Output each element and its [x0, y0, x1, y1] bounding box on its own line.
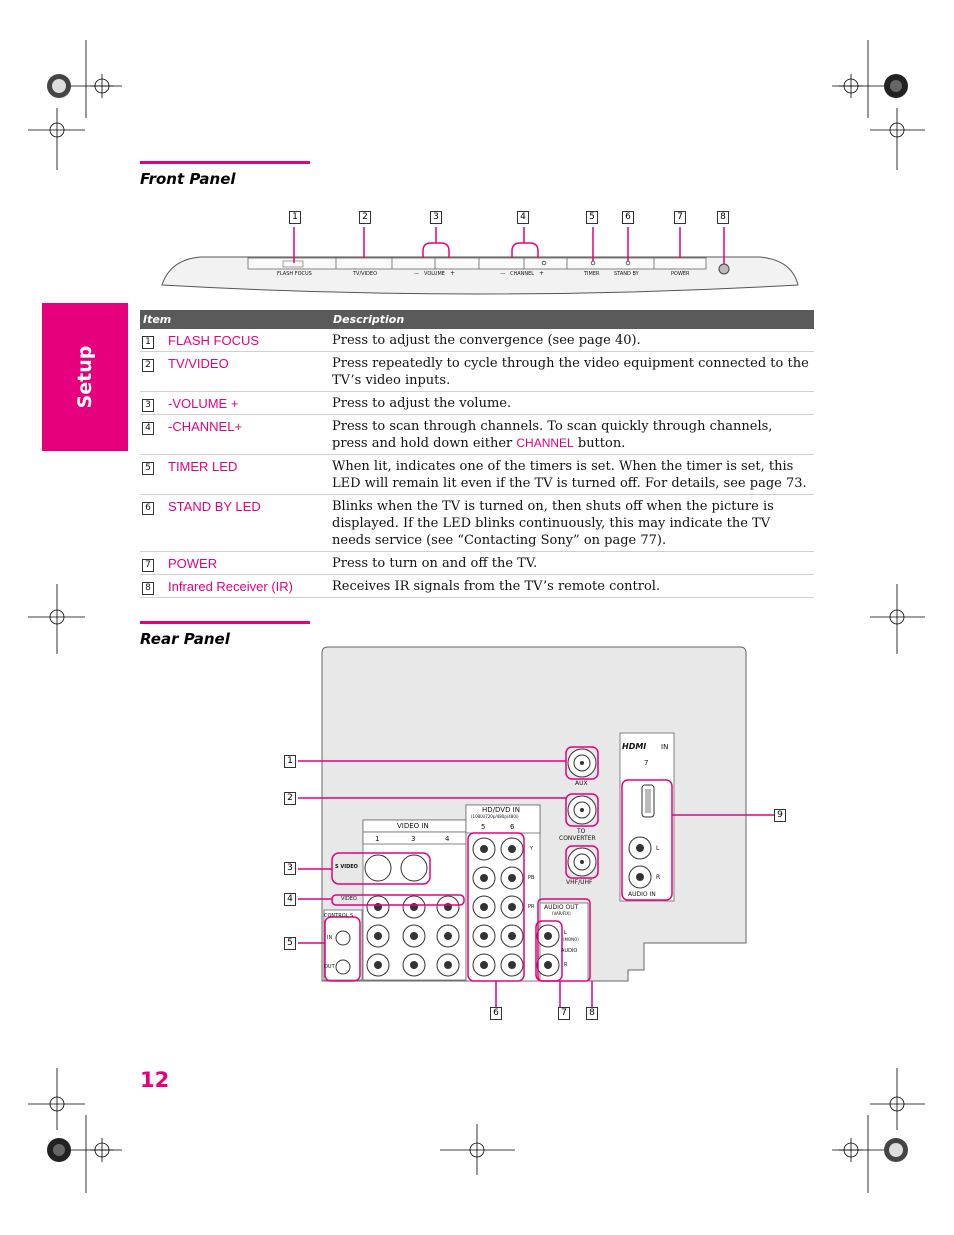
row-description: Press to adjust the volume.: [330, 392, 814, 415]
row-item-name: -CHANNEL+: [166, 415, 330, 455]
row-number: 6: [142, 502, 154, 515]
rear-panel-diagram: [270, 645, 810, 1025]
row-description: [330, 415, 814, 455]
row-description: Press to turn on and off the TV.: [330, 552, 814, 575]
front-callout-7: 7: [674, 211, 686, 224]
label-volume-plus: +: [450, 270, 456, 277]
row-number: 5: [142, 462, 154, 475]
section-tab: [42, 303, 128, 451]
rear-panel-drawing: [270, 645, 810, 1025]
table-row: [140, 575, 814, 598]
rear-callout-5: 5: [284, 937, 296, 950]
label-converter: CONVERTER: [559, 835, 596, 842]
row-description: Press to adjust the convergence (see page 40).: [330, 329, 814, 352]
label-audio-in-r: R: [656, 874, 661, 881]
front-panel-diagram: [160, 205, 800, 300]
label-audio-out-r: R: [564, 962, 568, 968]
row-description-highlight: CHANNEL: [516, 436, 574, 450]
label-to: TO: [577, 828, 586, 835]
rear-panel-rule: [140, 621, 310, 624]
row-number: 2: [142, 359, 154, 372]
label-aux: AUX: [575, 780, 588, 787]
label-vhf-uhf: VHF/UHF: [566, 879, 593, 886]
label-hd-5: 5: [481, 823, 486, 831]
rear-callout-7: 7: [558, 1007, 570, 1020]
label-power: POWER: [671, 271, 690, 277]
label-audio-in: AUDIO IN: [628, 891, 656, 898]
label-hd-formats: (1080i/720p/480p/480i): [471, 814, 519, 819]
rear-callout-6: 6: [490, 1007, 502, 1020]
rear-callout-3: 3: [284, 862, 296, 875]
table-row: [140, 352, 814, 392]
front-panel-table: [140, 310, 814, 598]
rear-callout-9: 9: [774, 809, 786, 822]
row-item-name: TV/VIDEO: [166, 352, 330, 392]
rear-callout-4: 4: [284, 893, 296, 906]
section-tab-label: Setup: [74, 345, 96, 409]
row-description: Receives IR signals from the TV’s remote control.: [330, 575, 814, 598]
label-audio: AUDIO: [561, 948, 578, 954]
label-hdmi-in: IN: [661, 743, 669, 751]
label-hdmi-7: 7: [644, 759, 649, 767]
row-number: 7: [142, 559, 154, 572]
label-hd-6: 6: [510, 823, 515, 831]
front-callout-6: 6: [622, 211, 634, 224]
label-audio-out-l: L: [564, 930, 567, 936]
table-row: [140, 329, 814, 352]
label-var-fix: (VAR/FIX): [552, 911, 571, 916]
row-description: When lit, indicates one of the timers is set. When the timer is set, this LED will remain lit even if the TV is turned off. For details, see page 73.: [330, 455, 814, 495]
table-row: [140, 495, 814, 552]
label-hd-dvd-in: HD/DVD IN: [482, 806, 520, 814]
label-vi-3: 3: [411, 835, 416, 843]
label-s-video: S VIDEO: [335, 864, 358, 870]
row-number: 8: [142, 582, 154, 595]
label-vi-1: 1: [375, 835, 380, 843]
table-row: [140, 455, 814, 495]
front-callout-1: 1: [289, 211, 301, 224]
label-control-in: IN: [327, 935, 333, 941]
front-panel-drawing: [160, 205, 800, 300]
label-hdmi: HDMI: [622, 742, 647, 751]
label-volume: VOLUME: [424, 271, 445, 277]
row-item-name: POWER: [166, 552, 330, 575]
row-number: 1: [142, 336, 154, 349]
table-row: [140, 392, 814, 415]
front-callout-3: 3: [430, 211, 442, 224]
label-tv-video: TV/VIDEO: [353, 271, 377, 277]
row-item-name: FLASH FOCUS: [166, 329, 330, 352]
label-channel: CHANNEL: [510, 271, 535, 277]
label-channel-minus: —: [500, 271, 505, 277]
header-item: Item: [140, 310, 330, 329]
row-item-name: STAND BY LED: [166, 495, 330, 552]
front-callout-4: 4: [517, 211, 529, 224]
label-control-out: OUT: [324, 964, 335, 970]
row-description-text: Press to scan through channels. To scan quickly through channels, press and hold down either: [332, 419, 773, 451]
row-item-name: TIMER LED: [166, 455, 330, 495]
row-description: Blinks when the TV is turned on, then shuts off when the picture is displayed. If the LED blinks continuously, this may indicate the TV needs service (see “Contacting Sony” on page 77).: [330, 495, 814, 552]
label-pr: PR: [528, 904, 535, 910]
table-header-row: [140, 310, 814, 329]
label-volume-minus: —: [414, 271, 419, 277]
label-flash-focus: FLASH FOCUS: [277, 271, 312, 277]
front-callout-2: 2: [359, 211, 371, 224]
rear-panel-title: Rear Panel: [140, 630, 230, 648]
row-item-name: Infrared Receiver (IR): [166, 575, 330, 598]
front-panel-title: Front Panel: [140, 170, 236, 188]
label-channel-plus: +: [539, 270, 545, 277]
front-callout-8: 8: [717, 211, 729, 224]
rear-callout-2: 2: [284, 792, 296, 805]
header-description: Description: [330, 310, 814, 329]
label-video: VIDEO: [341, 896, 357, 902]
label-control-s: CONTROL S: [324, 913, 354, 919]
label-audio-in-l: L: [656, 845, 660, 852]
label-audio-out: AUDIO OUT: [544, 904, 579, 911]
row-number: 3: [142, 399, 154, 412]
table-row: [140, 552, 814, 575]
label-vi-4: 4: [445, 835, 450, 843]
rear-callout-1: 1: [284, 755, 296, 768]
label-timer: TIMER: [584, 271, 600, 277]
label-y: Y: [530, 846, 534, 852]
label-stand-by: STAND BY: [614, 271, 639, 277]
front-callout-5: 5: [586, 211, 598, 224]
row-item-name: -VOLUME +: [166, 392, 330, 415]
rear-callout-8: 8: [586, 1007, 598, 1020]
row-number: 4: [142, 422, 154, 435]
label-video-in: VIDEO IN: [397, 822, 429, 830]
row-description: Press repeatedly to cycle through the video equipment connected to the TV’s video inputs.: [330, 352, 814, 392]
front-panel-rule: [140, 161, 310, 164]
label-mono: (MONO): [563, 937, 579, 942]
page-number: 12: [140, 1068, 170, 1092]
table-row: [140, 415, 814, 455]
label-pb: PB: [528, 875, 535, 881]
row-description-text-end: button.: [573, 436, 626, 451]
